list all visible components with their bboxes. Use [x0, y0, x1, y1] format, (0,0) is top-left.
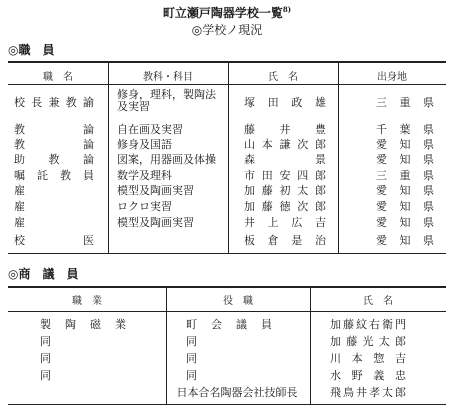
council-column-divider: [166, 286, 167, 404]
council-occupation: 同: [40, 335, 51, 348]
council-occupation: 製 陶 磁 業: [40, 318, 126, 331]
council-header-occupation: 職 業: [72, 296, 102, 307]
document-title: [0, 4, 454, 21]
staff-header-rule: [8, 84, 446, 85]
council-name: 飛 鳥 井 孝 太 郎: [330, 386, 406, 399]
staff-post: 助 教 論: [14, 153, 94, 166]
staff-column-divider: [338, 61, 339, 253]
council-role: 同: [186, 335, 197, 348]
staff-header-post: 職 名: [43, 72, 73, 83]
staff-table-bottom-rule: [8, 253, 446, 254]
staff-post: 教 論: [14, 123, 94, 136]
council-role: 同: [186, 352, 197, 365]
staff-name: 市 田 安 四 郎: [244, 169, 326, 182]
council-name: 川 本 惣 吉: [330, 352, 406, 365]
council-table-top-rule: [8, 286, 446, 288]
staff-origin: 愛 知 県: [376, 153, 434, 166]
council-header-role: 役 職: [223, 296, 253, 307]
staff-subject: 数学及理科: [117, 169, 172, 182]
title-footnote: 8): [282, 5, 292, 14]
staff-table-top-rule: [8, 61, 446, 63]
council-header-rule: [8, 311, 446, 312]
staff-subject: 修身，理科，製陶法及実習: [117, 88, 216, 113]
staff-origin: 三 重 県: [376, 96, 434, 109]
council-occupation: 同: [40, 369, 51, 382]
staff-origin: 千 葉 県: [376, 123, 434, 136]
staff-subject: 図案，用器画及体操: [117, 153, 216, 166]
document-subtitle: ◎学校ノ現況: [191, 23, 263, 37]
staff-name: 山 本 謙 次 郎: [244, 138, 326, 151]
staff-subject: 模型及陶画実習: [117, 216, 194, 229]
staff-column-divider: [228, 61, 229, 253]
staff-name: 板 倉 是 治: [244, 234, 326, 247]
staff-origin: 愛 知 県: [376, 138, 434, 151]
staff-subject: 模型及陶画実習: [117, 184, 194, 197]
staff-post: 雇: [14, 216, 25, 229]
staff-origin: 三 重 県: [376, 169, 434, 182]
staff-post: 雇: [14, 200, 25, 213]
council-occupation: 同: [40, 352, 51, 365]
staff-post: 雇: [14, 184, 25, 197]
staff-subject: 修身及国語: [117, 138, 172, 151]
council-name: 加 藤 紋 右 衛 門: [330, 318, 406, 331]
council-header-name: 氏 名: [363, 296, 393, 307]
council-name: 加 藤 光 太 郎: [330, 335, 406, 348]
staff-origin: 愛 知 県: [376, 216, 434, 229]
title-text: 町立瀬戸陶器学校一覧: [162, 6, 283, 20]
staff-origin: 愛 知 県: [376, 234, 434, 247]
staff-name: 井 上 広 吉: [244, 216, 326, 229]
staff-origin: 愛 知 県: [376, 184, 434, 197]
council-role: 同: [186, 369, 197, 382]
staff-name: 塚 田 政 雄: [244, 96, 326, 109]
staff-name: 藤 井 豊: [244, 123, 326, 136]
staff-name: 加 藤 初 太 郎: [244, 184, 326, 197]
staff-header-origin: 出身地: [377, 72, 407, 83]
staff-header-subject: 教科・科目: [143, 72, 193, 83]
staff-heading: ◎職 員: [8, 43, 55, 57]
staff-post: 嘱 託 教 員: [14, 169, 94, 182]
staff-post: 教 論: [14, 138, 94, 151]
staff-subject: 自在画及実習: [117, 123, 183, 136]
council-heading: ◎商 議 員: [8, 267, 79, 281]
staff-name: 加 藤 徳 次 郎: [244, 200, 326, 213]
staff-name: 森 景: [244, 153, 326, 166]
staff-subject: ロクロ実習: [117, 200, 172, 213]
staff-header-name: 氏 名: [268, 72, 298, 83]
council-role: 日本合名陶器会社技師長: [176, 386, 298, 399]
staff-post: 校 長 兼 教 諭: [14, 96, 94, 109]
council-table-bottom-rule: [8, 404, 446, 405]
council-column-divider: [310, 286, 311, 404]
staff-origin: 愛 知 県: [376, 200, 434, 213]
council-name: 水 野 義 忠: [330, 369, 406, 382]
staff-post: 校 医: [14, 234, 94, 247]
council-role: 町 会 議 員: [186, 318, 272, 331]
staff-column-divider: [108, 61, 109, 253]
